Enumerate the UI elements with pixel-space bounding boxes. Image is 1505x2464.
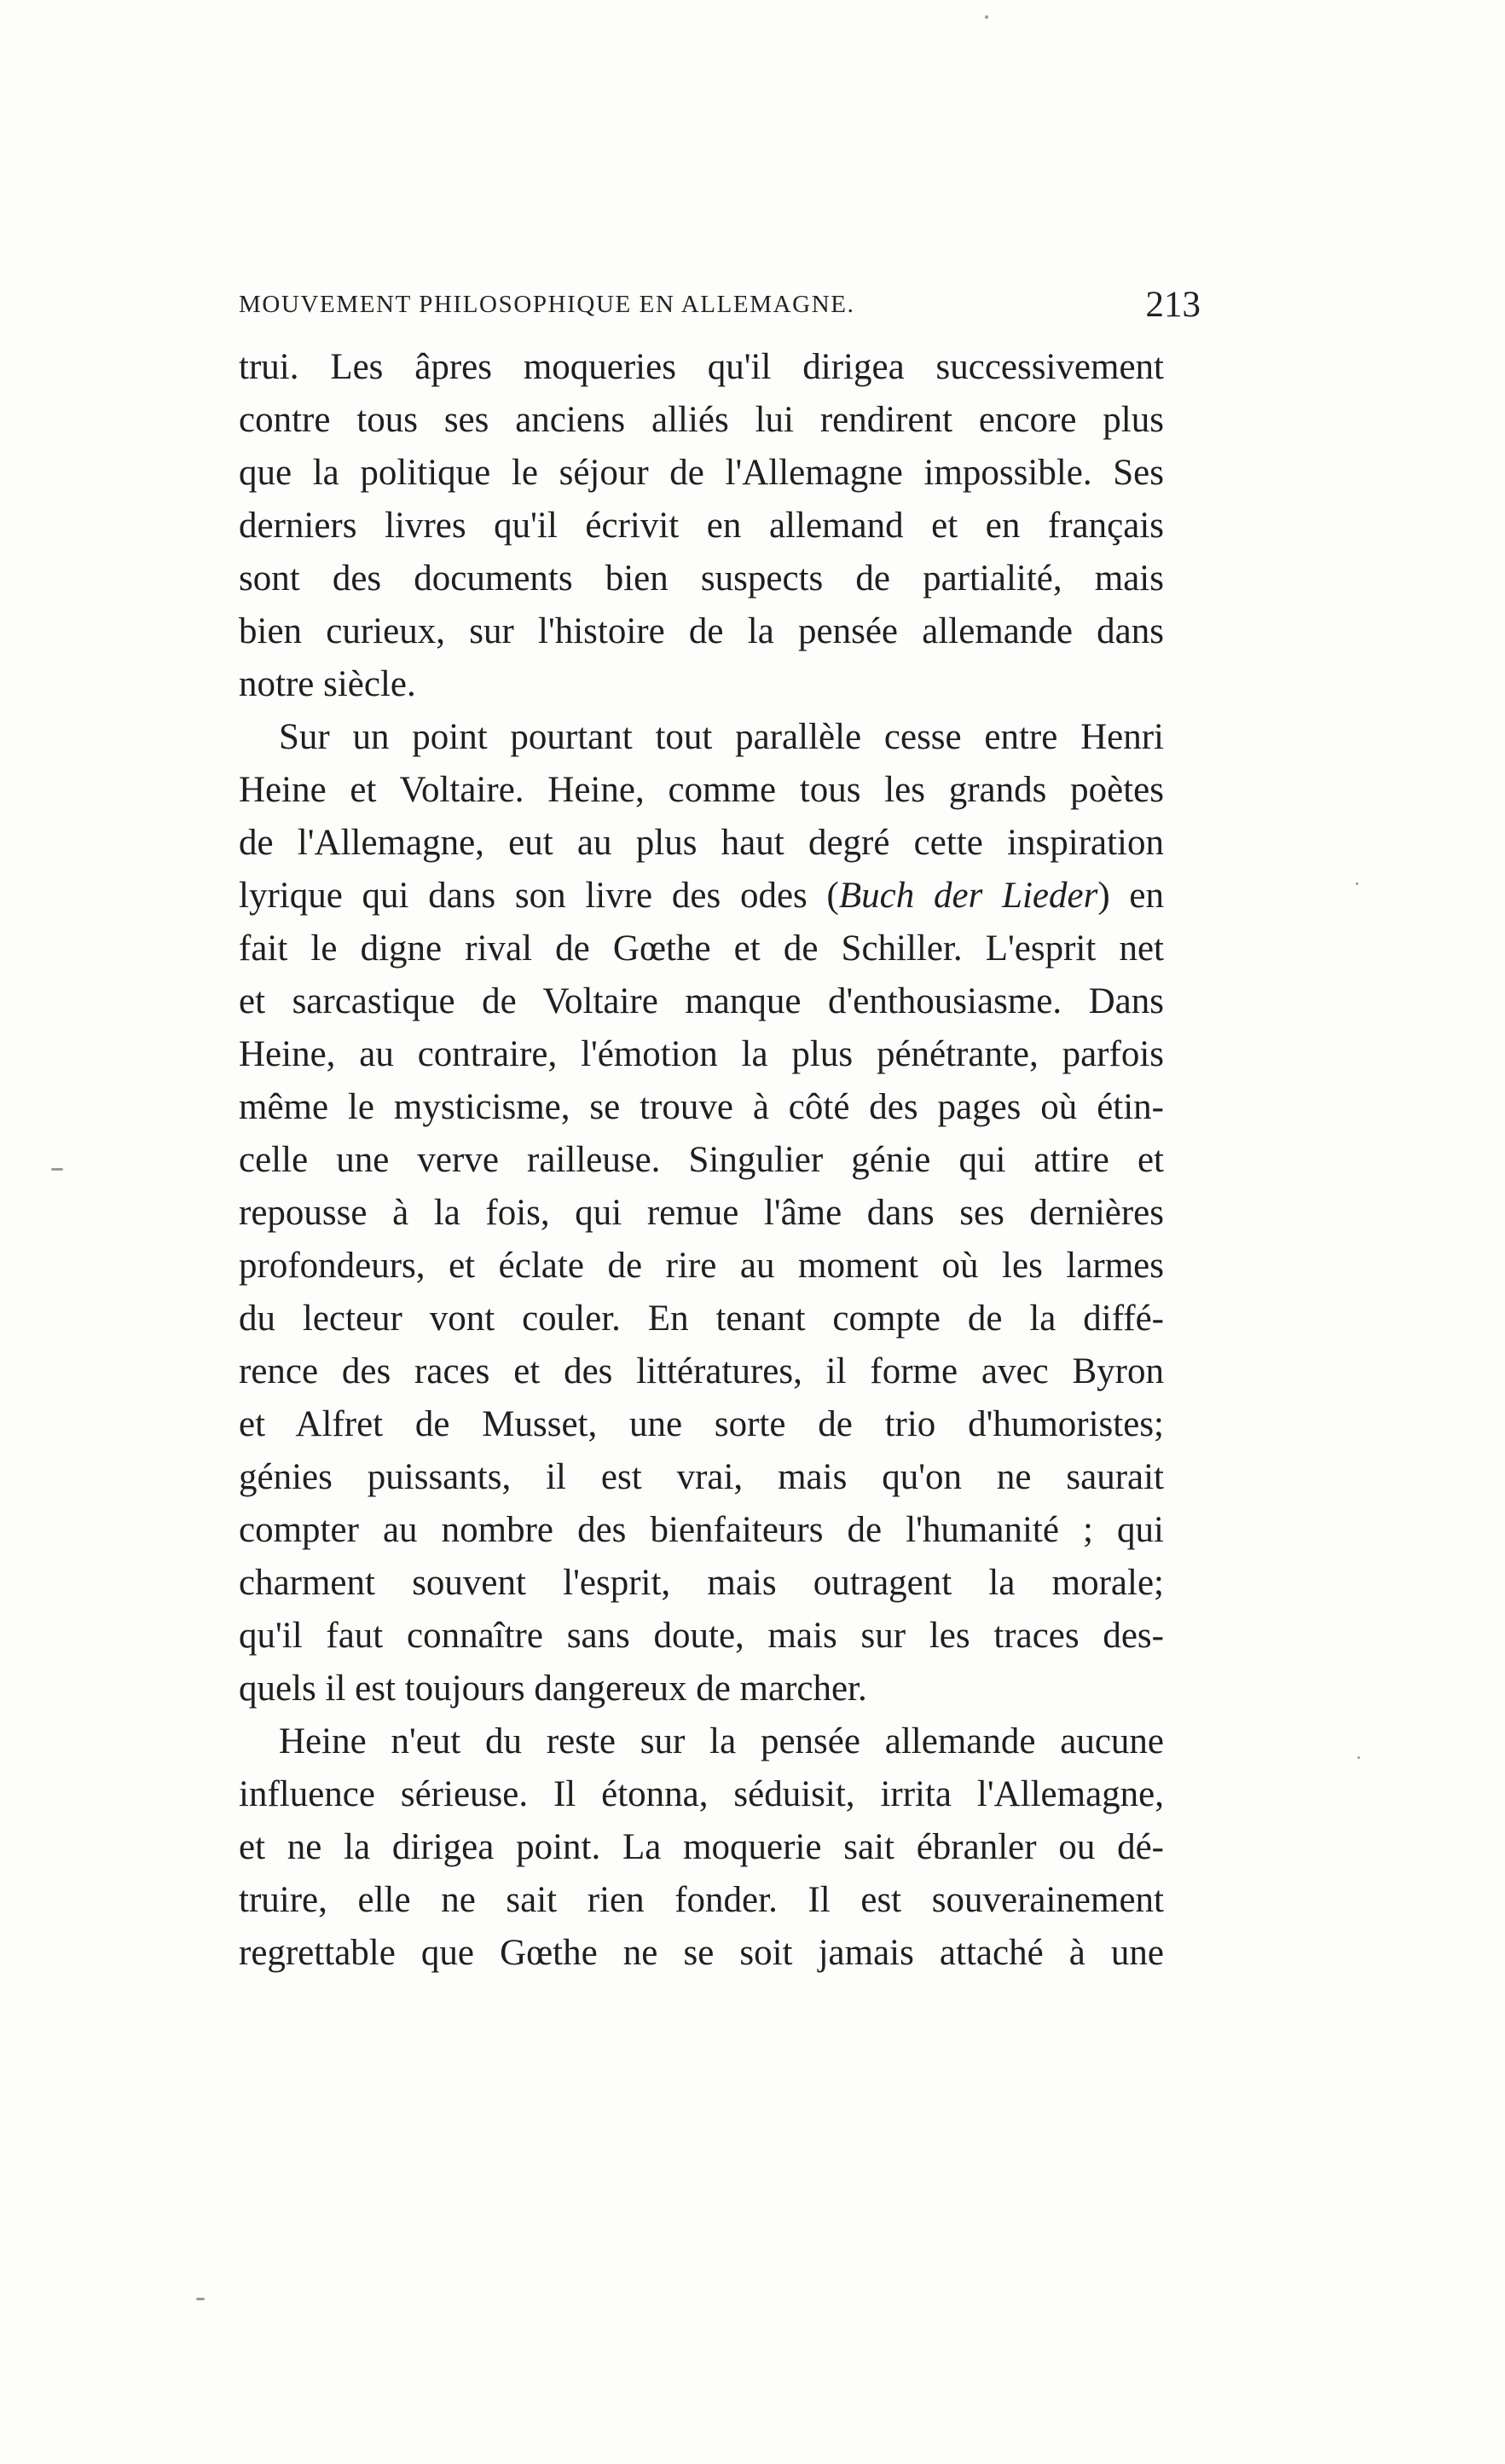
print-speck bbox=[1357, 1756, 1360, 1759]
text-line: derniers livres qu'il écrivit en allemand et en français bbox=[239, 506, 1164, 546]
text-line: même le mysticisme, se trouve à côté des pages où étin- bbox=[239, 1087, 1164, 1127]
text-line: rence des races et des littératures, il forme avec Byron bbox=[239, 1351, 1164, 1391]
print-speck bbox=[985, 15, 988, 19]
text-line: compter au nombre des bienfaiteurs de l'humanité ; qui bbox=[239, 1510, 1164, 1550]
text-line: Heine et Voltaire. Heine, comme tous les grands poètes bbox=[239, 770, 1164, 810]
text-line: lyrique qui dans son livre des odes (Buch der Lieder) en bbox=[239, 876, 1165, 916]
text-line: de l'Allemagne, eut au plus haut degré cette inspiration bbox=[239, 823, 1164, 863]
text-line: trui. Les âpres moqueries qu'il dirigea successivement bbox=[239, 347, 1164, 387]
text-line: Sur un point pourtant tout parallèle cesse entre Henri bbox=[279, 717, 1164, 757]
text-line: fait le digne rival de Gœthe et de Schiller. L'esprit net bbox=[239, 928, 1164, 969]
text-line: Heine, au contraire, l'émotion la plus pénétrante, parfois bbox=[239, 1034, 1164, 1074]
text-line: truire, elle ne sait rien fonder. Il est souverainement bbox=[239, 1880, 1164, 1920]
body-text bbox=[239, 341, 1164, 1980]
text-line: charment souvent l'esprit, mais outragent la morale; bbox=[239, 1563, 1164, 1603]
text-line: influence sérieuse. Il étonna, séduisit, irrita l'Allemagne, bbox=[239, 1774, 1164, 1814]
book-title-italic: Buch der Lieder bbox=[838, 876, 1098, 916]
text-line: regrettable que Gœthe ne se soit jamais attaché à une bbox=[239, 1933, 1164, 1973]
text-line: et Alfret de Musset, une sorte de trio d'humoristes; bbox=[239, 1404, 1164, 1444]
text-line: Heine n'eut du reste sur la pensée allemande aucune bbox=[279, 1721, 1164, 1761]
text-line: celle une verve railleuse. Singulier génie qui attire et bbox=[239, 1140, 1164, 1180]
text-line: qu'il faut connaître sans doute, mais sur les traces des- bbox=[239, 1616, 1164, 1656]
page-number: 213 bbox=[1145, 285, 1201, 325]
print-speck bbox=[196, 2298, 205, 2300]
running-head bbox=[239, 284, 1201, 335]
text-line: notre siècle. bbox=[239, 664, 416, 704]
print-speck bbox=[51, 1168, 63, 1171]
print-speck bbox=[1356, 882, 1358, 885]
text-line: que la politique le séjour de l'Allemagne impossible. Ses bbox=[239, 453, 1164, 493]
text-line: profondeurs, et éclate de rire au moment où les larmes bbox=[239, 1246, 1164, 1286]
text-line: et ne la dirigea point. La moquerie sait ébranler ou dé- bbox=[239, 1827, 1164, 1867]
running-title: MOUVEMENT PHILOSOPHIQUE EN ALLEMAGNE. bbox=[239, 291, 855, 318]
text-line: génies puissants, il est vrai, mais qu'on ne saurait bbox=[239, 1457, 1164, 1497]
text-line: repousse à la fois, qui remue l'âme dans ses dernières bbox=[239, 1193, 1164, 1233]
text-line: du lecteur vont couler. En tenant compte de la diffé- bbox=[239, 1299, 1164, 1339]
text-line: et sarcastique de Voltaire manque d'enthousiasme. Dans bbox=[239, 981, 1164, 1021]
text-line: contre tous ses anciens alliés lui rendirent encore plus bbox=[239, 400, 1164, 440]
text-line: quels il est toujours dangereux de marcher. bbox=[239, 1669, 867, 1709]
text-line: bien curieux, sur l'histoire de la pensée allemande dans bbox=[239, 611, 1164, 651]
text-line: sont des documents bien suspects de partialité, mais bbox=[239, 558, 1164, 599]
